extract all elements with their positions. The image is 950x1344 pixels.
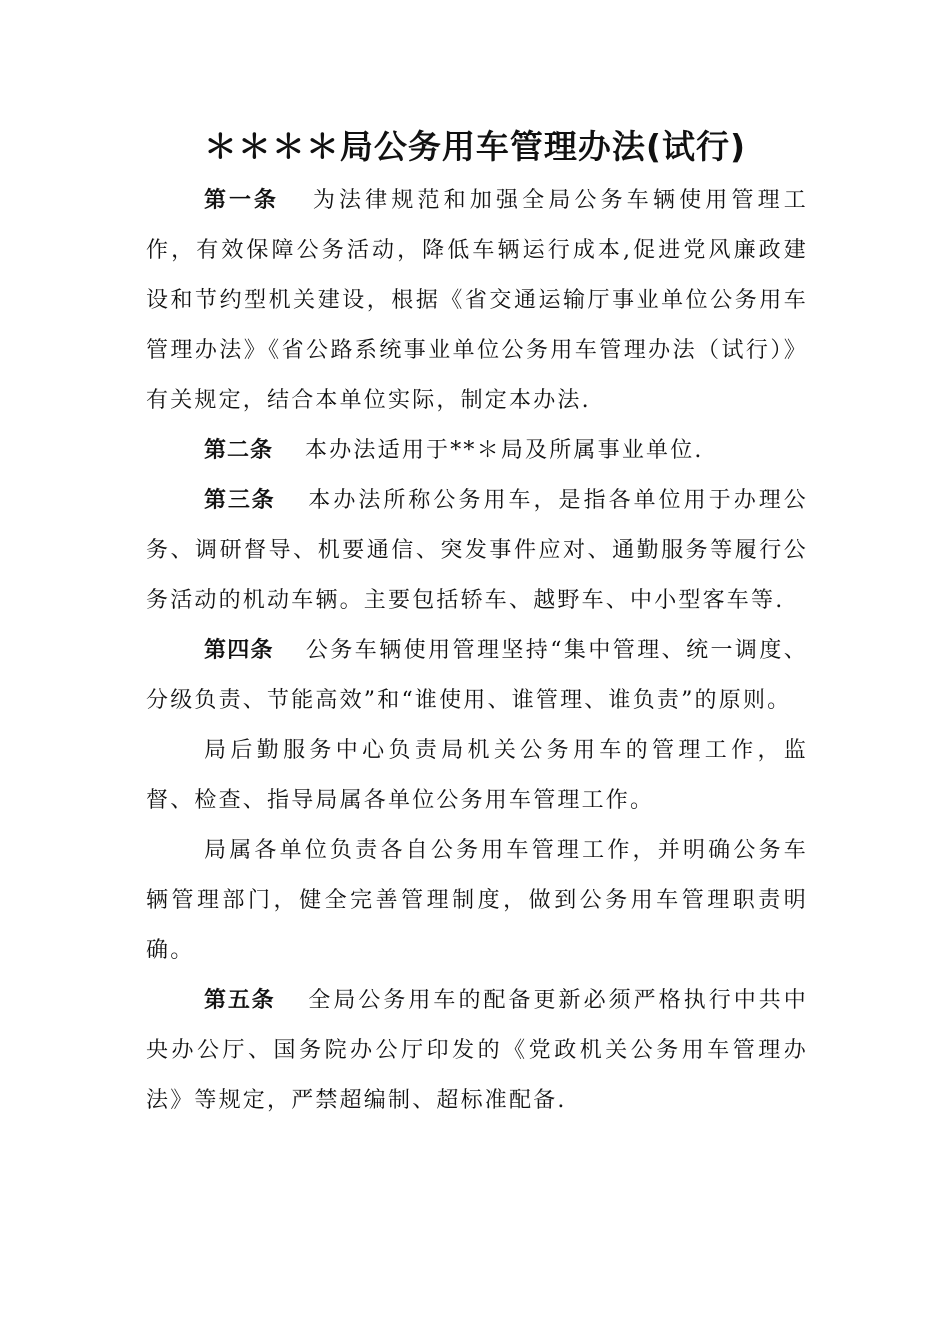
- article-4-paragraph: [146, 626, 808, 726]
- article-4-subparagraph-1: [146, 726, 808, 826]
- article-5-label: 第五条: [204, 988, 276, 1013]
- article-1-paragraph: [146, 176, 808, 426]
- article-3-text: 本办法所称公务用车，是指各单位用于办理公务、调研督导、机要通信、突发事件应对、通勤服务等履行公务活动的机动车辆。主要包括轿车、越野车、中小型客车等.: [146, 488, 808, 613]
- article-4-sub-1-text: 局后勤服务中心负责局机关公务用车的管理工作，监督、检查、指导局属各单位公务用车管理工作。: [146, 738, 808, 813]
- article-4-subparagraph-2: [146, 826, 808, 976]
- document-title: ＊＊＊＊局公务用车管理办法(试行): [203, 127, 747, 166]
- article-4-label: 第四条: [204, 638, 274, 663]
- article-3-paragraph: [146, 476, 808, 626]
- article-5-text: 全局公务用车的配备更新必须严格执行中共中央办公厅、国务院办公厅印发的《党政机关公务用车管理办法》等规定，严禁超编制、超标准配备.: [146, 988, 808, 1113]
- article-2-label: 第二条: [204, 438, 274, 463]
- article-3-label: 第三条: [204, 488, 276, 513]
- article-4-text: 公务车辆使用管理坚持“集中管理、统一调度、分级负责、节能高效”和“谁使用、谁管理、谁负责”的原则。: [146, 638, 808, 713]
- article-2-paragraph: [146, 426, 808, 476]
- article-1-label: 第一条: [204, 188, 279, 213]
- article-4-sub-2-text: 局属各单位负责各自公务用车管理工作，并明确公务车辆管理部门，健全完善管理制度，做到公务用车管理职责明确。: [146, 838, 808, 963]
- article-5-paragraph: [146, 976, 808, 1126]
- document-body: [146, 176, 808, 1126]
- article-1-text: 为法律规范和加强全局公务车辆使用管理工作，有效保障公务活动，降低车辆运行成本,促进党风廉政建设和节约型机关建设，根据《省交通运输厅事业单位公务用车管理办法》《省公路系统事业单位公务用车管理办法（试行）》有关规定，结合本单位实际，制定本办法.: [146, 188, 808, 413]
- article-2-text: 本办法适用于**＊局及所属事业单位.: [305, 438, 704, 463]
